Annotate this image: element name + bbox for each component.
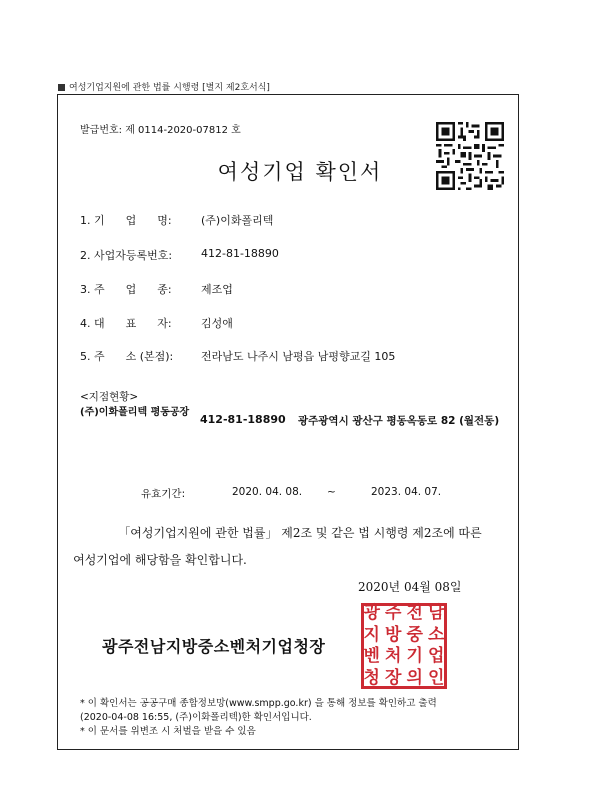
validity-label: 유효기간: bbox=[141, 488, 186, 500]
field-label: 3. 주 업 종: bbox=[80, 283, 172, 296]
field-value: 412-81-18890 bbox=[201, 247, 279, 260]
note-line-3: * 이 문서를 위변조 시 처벌을 받을 수 있음 bbox=[80, 726, 256, 737]
seal-char: 주 bbox=[385, 603, 402, 623]
field-label: 2. 사업자등록번호: bbox=[80, 249, 173, 262]
validity-start: 2020. 04. 08. bbox=[232, 486, 303, 498]
document-title: 여성기업 확인서 bbox=[217, 160, 383, 184]
field-label: 5. 주 소 (본점): bbox=[80, 350, 174, 363]
seal-char: 장 bbox=[385, 667, 402, 688]
confirmation-text-line2: 여성기업에 해당함을 확인합니다. bbox=[73, 553, 247, 567]
seal-char: 소 bbox=[428, 624, 445, 645]
branch-name: (주)이화폴리텍 평동공장 bbox=[80, 407, 190, 418]
seal-char: 전 bbox=[406, 603, 423, 623]
field-label: 1. 기 업 명: bbox=[80, 214, 172, 227]
confirmation-text-line1: 「여성기업지원에 관한 법률」 제2조 및 같은 법 시행령 제2조에 따른 bbox=[118, 526, 482, 540]
seal-characters bbox=[361, 603, 447, 689]
issuer-name: 광주전남지방중소벤처기업청장 bbox=[102, 637, 326, 656]
validity-separator: ~ bbox=[327, 486, 336, 498]
note-line-1: * 이 확인서는 공공구매 종합정보망(www.smpp.go.kr) 을 통해 정보를 확인하고 출력 bbox=[80, 698, 437, 709]
seal-char: 청 bbox=[363, 667, 380, 688]
square-bullet-icon bbox=[58, 84, 65, 91]
branch-heading: <지점현황> bbox=[80, 391, 139, 403]
field-value: 김성애 bbox=[201, 317, 233, 330]
validity-end: 2023. 04. 07. bbox=[371, 486, 442, 498]
form-header-text: 여성기업지원에 관한 법률 시행령 [별지 제2호서식] bbox=[69, 83, 270, 93]
seal-char: 중 bbox=[406, 624, 423, 645]
seal-char: 업 bbox=[428, 646, 445, 666]
seal-char: 인 bbox=[428, 667, 445, 688]
field-value: 제조업 bbox=[201, 283, 233, 296]
field-label: 4. 대 표 자: bbox=[80, 317, 172, 330]
branch-address: 광주광역시 광산구 평동옥동로 82 (월전동) bbox=[298, 415, 500, 427]
seal-char: 기 bbox=[406, 646, 423, 666]
form-header bbox=[58, 80, 270, 93]
branch-registration-number: 412-81-18890 bbox=[200, 413, 286, 426]
seal-char: 지 bbox=[363, 624, 380, 645]
issue-number: 발급번호: 제 0114-2020-07812 호 bbox=[80, 125, 241, 136]
issue-date: 2020년 04월 08일 bbox=[358, 580, 462, 594]
seal-char: 벤 bbox=[363, 646, 380, 666]
field-value: 전라남도 나주시 남평읍 남평향교길 105 bbox=[201, 350, 396, 363]
seal-char: 방 bbox=[385, 624, 402, 645]
seal-char: 남 bbox=[428, 603, 445, 623]
official-seal bbox=[361, 603, 447, 689]
note-line-2: (2020-04-08 16:55, (주)이화폴리텍)한 확인서입니다. bbox=[80, 712, 312, 723]
seal-char: 처 bbox=[385, 646, 402, 666]
seal-char: 광 bbox=[363, 603, 380, 623]
field-value: (주)이화폴리텍 bbox=[201, 214, 274, 227]
seal-char: 의 bbox=[406, 667, 423, 688]
